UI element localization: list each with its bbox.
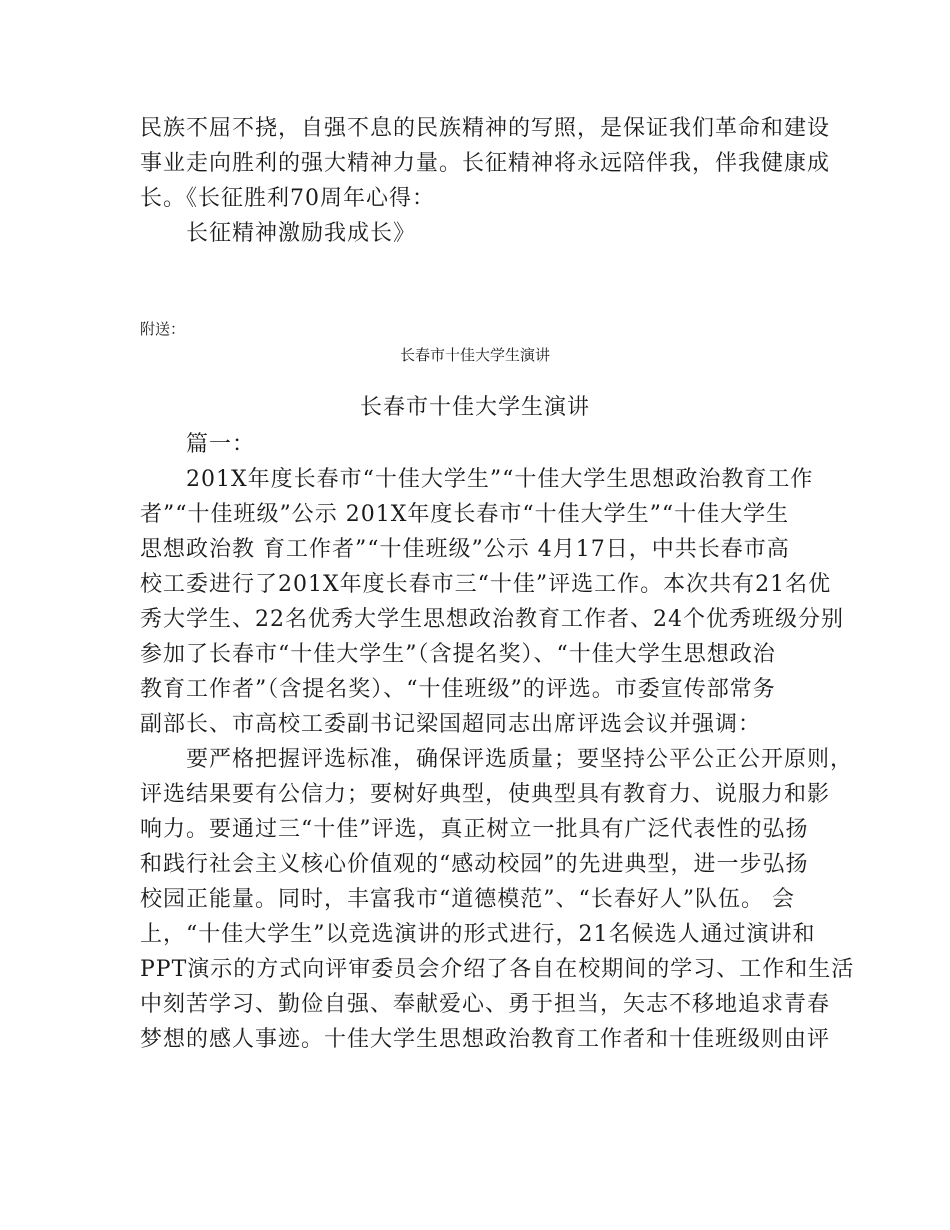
- body-line-5: 秀大学生、22名优秀大学生思想政治教育工作者、24个优秀班级分别: [140, 607, 844, 632]
- body-line-14: 上，“十佳大学生”以竞选演讲的形式进行，21名候选人通过演讲和: [140, 922, 816, 947]
- body-line-13: 校园正能量。同时，丰富我市“道德模范”、“长春好人”队伍。 会: [140, 887, 795, 912]
- intro-line-3: 长。《长征胜利70周年心得：: [140, 186, 435, 211]
- body-line-4: 校工委进行了201X年度长春市三“十佳”评选工作。本次共有21名优: [140, 572, 832, 597]
- body-line-17: 梦想的感人事迹。十佳大学生思想政治教育工作者和十佳班级则由评: [140, 1027, 831, 1052]
- body-line-16: 中刻苦学习、勤俭自强、奉献爱心、勇于担当，矢志不移地追求青春: [140, 992, 831, 1017]
- body-line-11: 响力。要通过三“十佳”评选，真正树立一批具有广泛代表性的弘扬: [140, 817, 809, 842]
- body-line-3: 思想政治教 育工作者”“十佳班级”公示 4月17日，中共长春市高: [140, 537, 790, 562]
- appendix-heading: 长春市十佳大学生演讲: [399, 346, 550, 364]
- intro-line-2: 事业走向胜利的强大精神力量。长征精神将永远陪伴我，伴我健康成: [140, 151, 831, 176]
- appendix-label: 附送：: [140, 320, 186, 338]
- body-line-8: 副部长、市高校工委副书记梁国超同志出席评选会议并强调：: [140, 712, 762, 737]
- intro-line-4: 长征精神激励我成长》: [186, 221, 417, 246]
- body-line-2: 者”“十佳班级”公示 201X年度长春市“十佳大学生”“十佳大学生: [140, 502, 790, 527]
- body-line-7: 教育工作者”（含提名奖）、“十佳班级”的评选。市委宣传部常务: [140, 677, 776, 702]
- intro-line-1: 民族不屈不挠，自强不息的民族精神的写照，是保证我们革命和建设: [140, 116, 831, 141]
- body-line-9: 要严格把握评选标准，确保评选质量；要坚持公平公正公开原则，: [186, 747, 854, 772]
- body-line-10: 评选结果要有公信力；要树好典型，使典型具有教育力、说服力和影: [140, 782, 831, 807]
- section-label: 篇一：: [186, 432, 256, 457]
- body-line-1: 201X年度长春市“十佳大学生”“十佳大学生思想政治教育工作: [186, 467, 814, 492]
- body-line-15: PPT演示的方式向评审委员会介绍了各自在校期间的学习、工作和生活: [140, 957, 855, 982]
- document-title: 长春市十佳大学生演讲: [359, 395, 590, 420]
- body-line-6: 参加了长春市“十佳大学生”（含提名奖）、“十佳大学生思想政治: [140, 642, 776, 667]
- body-line-12: 和践行社会主义核心价值观的“感动校园”的先进典型，进一步弘扬: [140, 852, 809, 877]
